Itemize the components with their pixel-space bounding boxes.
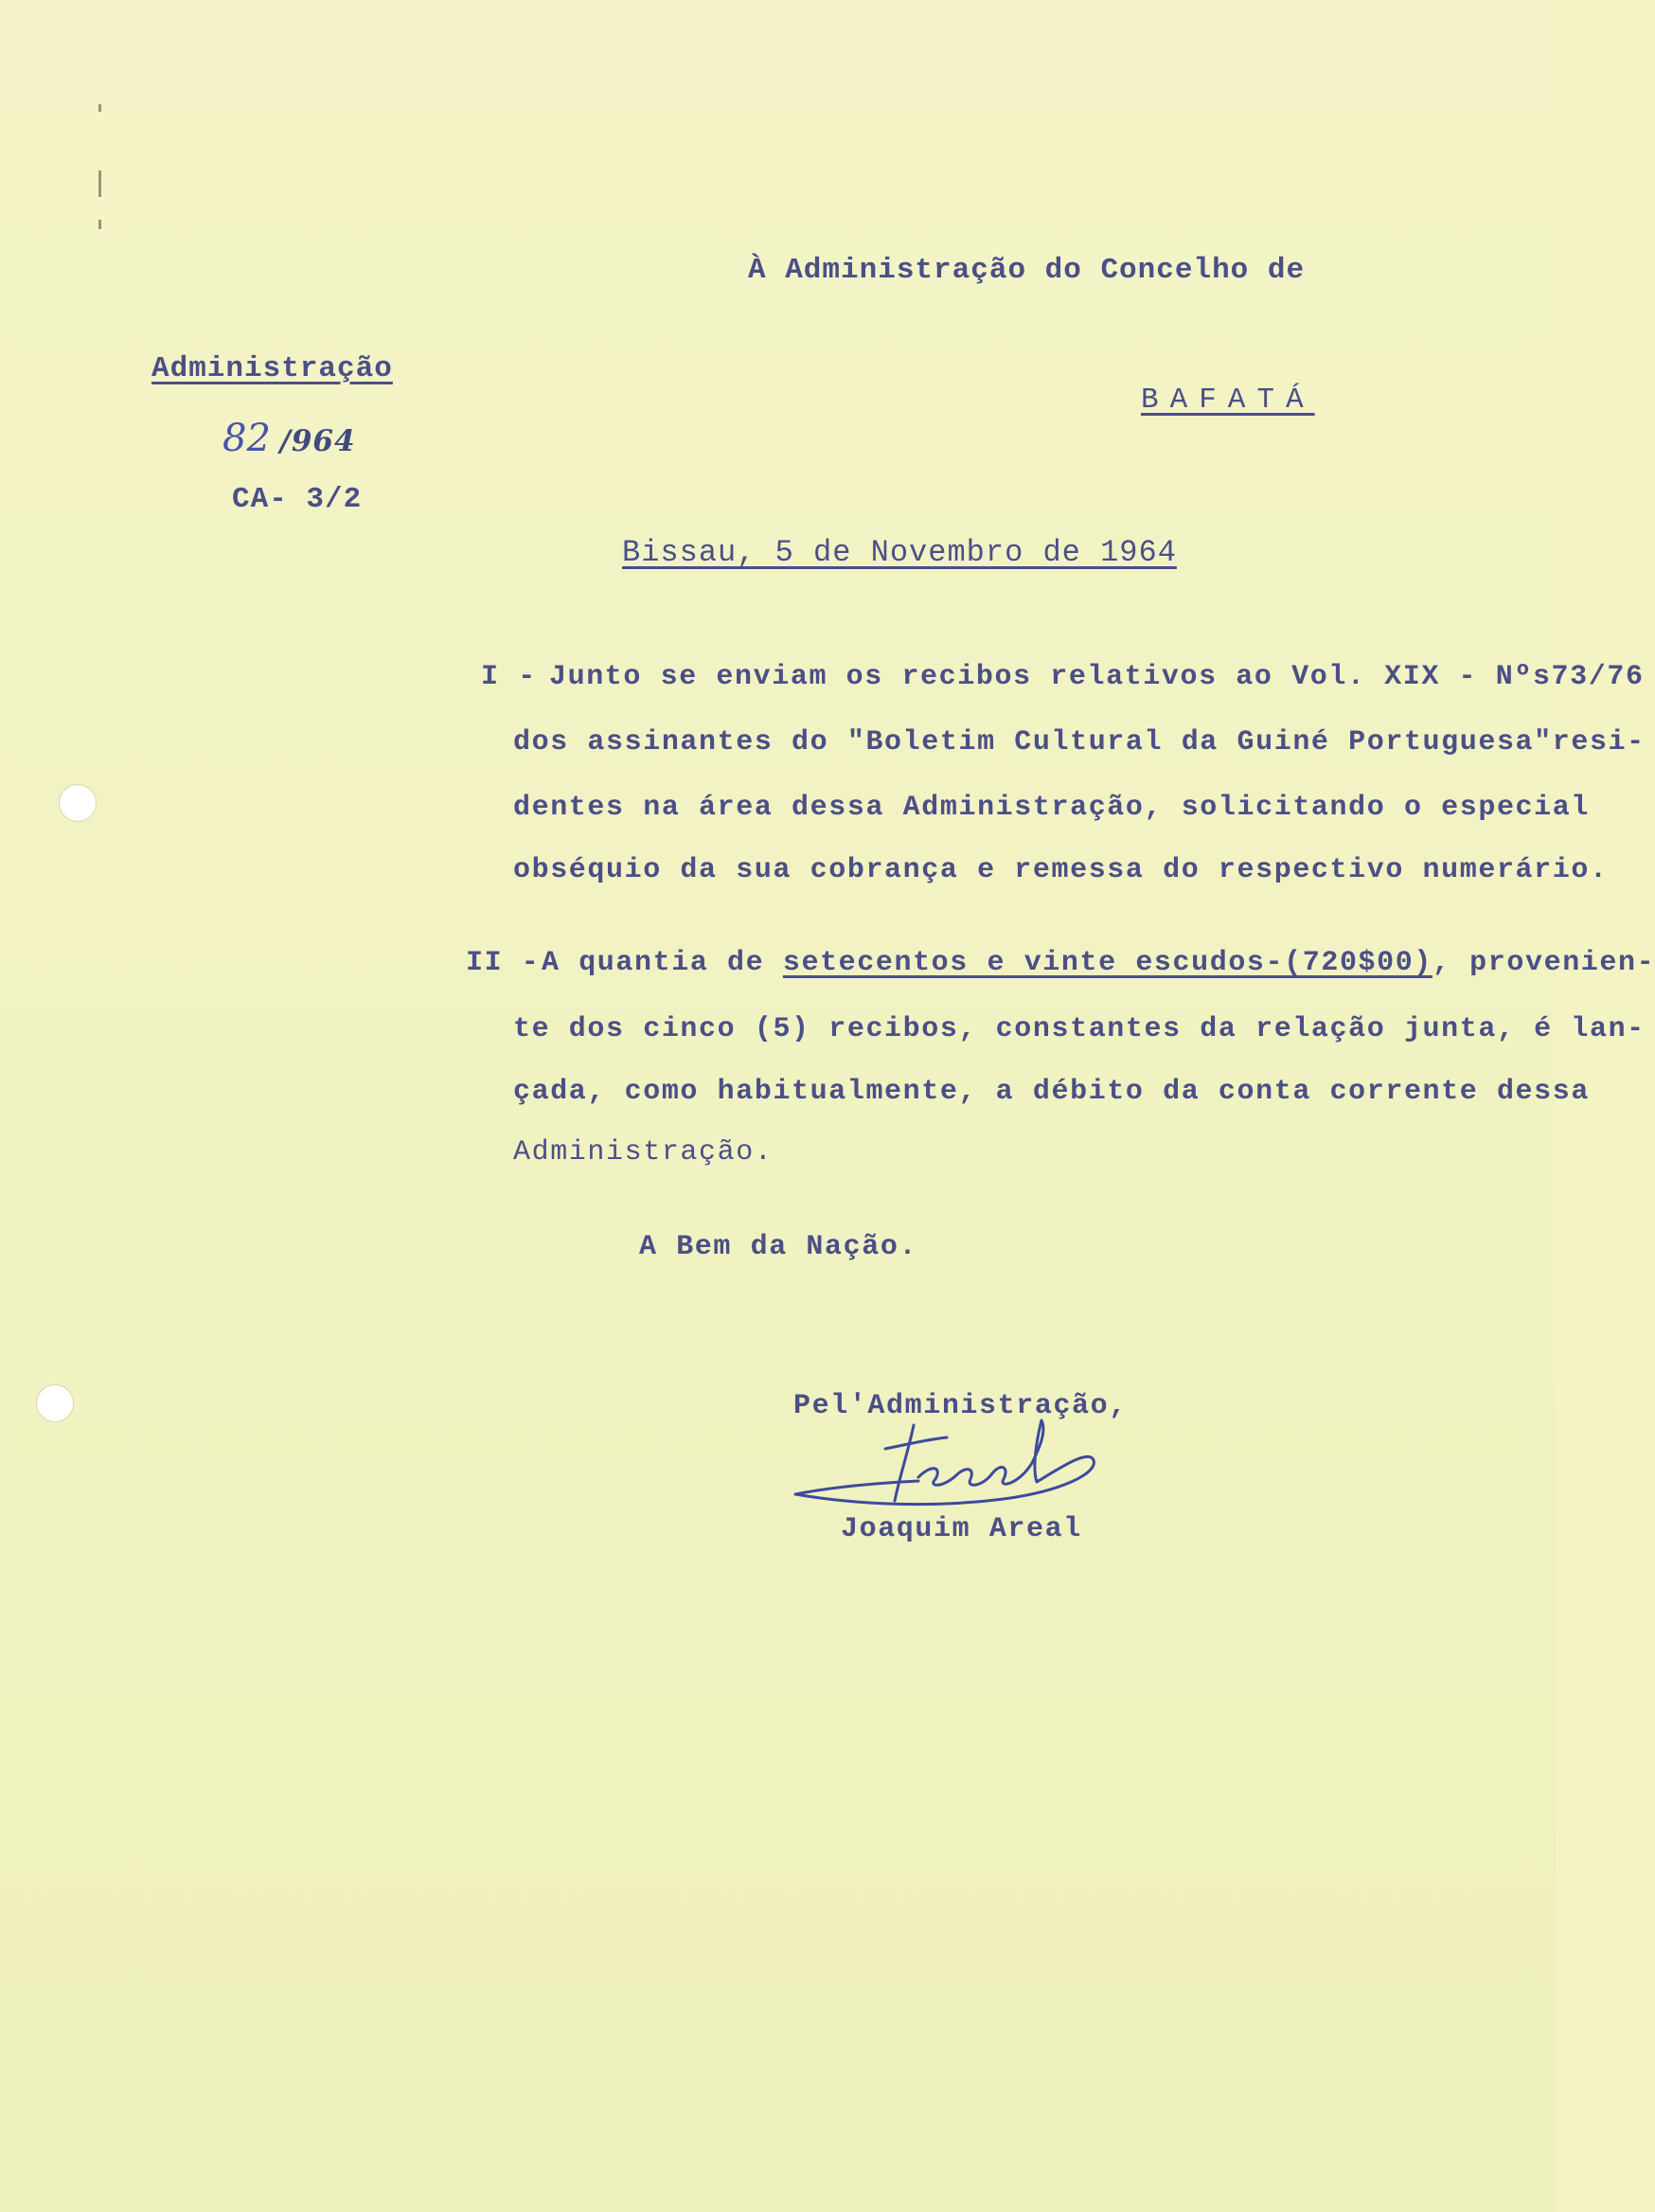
reference-office: Administração: [151, 352, 393, 385]
paragraph-2-first-line: [542, 947, 1655, 979]
paragraph-2-prefix: A quantia de: [542, 947, 765, 979]
paragraph-1-number: I -: [481, 661, 537, 693]
punch-hole-bottom: [36, 1384, 74, 1422]
paragraph-2-amount: setecentos e vinte escudos-(720$00): [782, 947, 1433, 979]
paragraph-1-line: dentes na área dessa Administração, solicitando o especial: [513, 792, 1590, 824]
paragraph-2-number: II -: [466, 947, 541, 979]
staple-mark: [98, 170, 101, 197]
paragraph-2-suffix: , provenien-: [1432, 947, 1655, 979]
paragraph-1-line: Junto se enviam os recibos relativos ao Vol. XIX - Nºs73/76: [549, 661, 1645, 693]
staple-mark: [98, 104, 101, 112]
addressee-line: À Administração do Concelho de: [748, 254, 1306, 287]
paragraph-2-line: te dos cinco (5) recibos, constantes da relação junta, é lan-: [513, 1013, 1646, 1045]
date-line: Bissau, 5 de Novembro de 1964: [622, 535, 1177, 570]
reference-year: /964: [279, 424, 356, 458]
signature-for-label: Pel'Administração,: [793, 1390, 1128, 1422]
paragraph-2-line: Administração.: [513, 1136, 774, 1168]
staple-mark: [98, 220, 101, 229]
paragraph-2-line: çada, como habitualmente, a débito da conta corrente dessa: [513, 1076, 1590, 1108]
place-name: BAFATÁ: [1141, 384, 1315, 417]
handwritten-signature: [776, 1411, 1117, 1525]
reference-number: [222, 417, 356, 460]
reference-code: CA- 3/2: [232, 483, 363, 516]
reference-number-handwritten: 82: [222, 417, 271, 460]
paragraph-1-line: obséquio da sua cobrança e remessa do respectivo numerário.: [513, 854, 1609, 886]
punch-hole-top: [59, 784, 97, 822]
paragraph-1-line: dos assinantes do "Boletim Cultural da Guiné Portuguesa"resi-: [513, 726, 1646, 758]
closing-line: A Bem da Nação.: [639, 1231, 918, 1263]
signature-name: Joaquim Areal: [841, 1513, 1082, 1545]
